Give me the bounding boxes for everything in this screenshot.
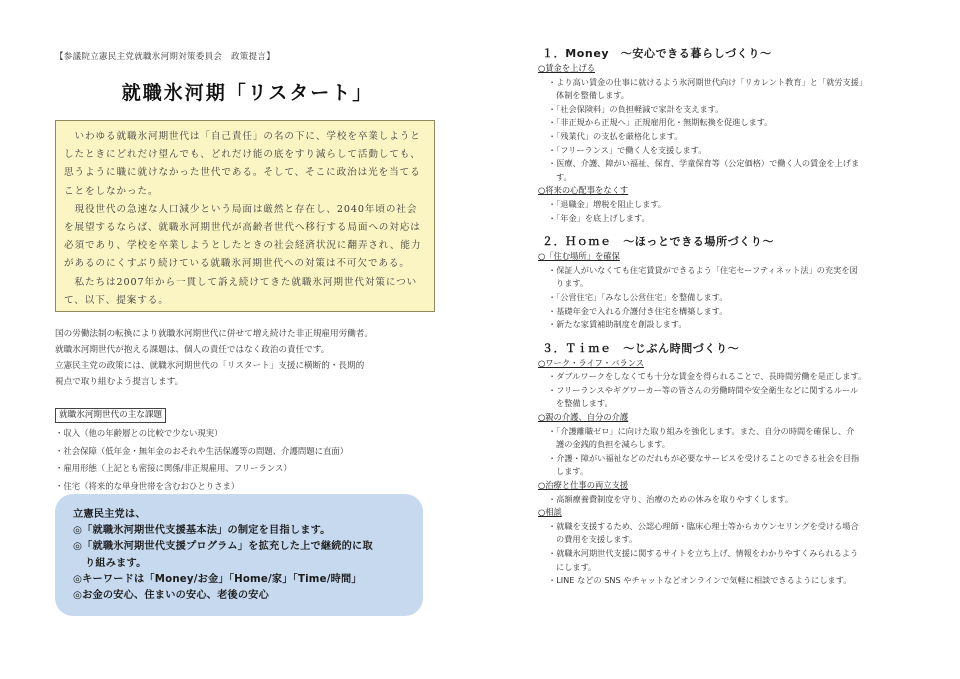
list-item: ・「フリーランス」で働く人を支援します。 bbox=[548, 144, 707, 155]
intro-box bbox=[55, 120, 435, 312]
subheading: ○将来の心配事をなくす bbox=[538, 185, 629, 196]
item-list bbox=[538, 493, 918, 507]
issue-item: ・社会保障（低年金・無年金のおそれや生活保護等の問題、介護問題に直面） bbox=[55, 445, 349, 456]
left-column bbox=[55, 50, 440, 105]
list-item: ・「介護離職ゼロ」に向けた取り組みを強化します。また、自分の時間を確保し、介 護の金銭的負担を減らします。 bbox=[548, 425, 855, 450]
list-item: ・「退職金」増税を阻止します。 bbox=[548, 198, 667, 209]
item-list bbox=[538, 520, 918, 588]
list-item: ・フリーランスやギグワーカー等の皆さんの労働時間や安全衛生などに関するルール を整備します。 bbox=[548, 384, 859, 409]
list-item: ・就職を支援するため、公認心理師・臨床心理士等からカウンセリングを受ける場合 の費用を支援します。 bbox=[548, 520, 859, 545]
party-line: ◎「就職氷河期世代支援基本法」の制定を目指します。 bbox=[73, 525, 331, 537]
body-text bbox=[55, 326, 445, 390]
header-note: 【参議院立憲民主党就職氷河期対策委員会 政策提言】 bbox=[55, 52, 276, 62]
list-item: ・介護・障がい福祉などのだれもが必要なサービスを受けることのできる社会を目指 します。 bbox=[548, 452, 860, 477]
list-item: ・保証人がいなくても住宅賃貸ができるよう「住宅セーフティネット法」の充実を図 ります。 bbox=[548, 264, 858, 289]
party-line: ◎お金の安心、住まいの安心、老後の安心 bbox=[73, 590, 270, 602]
list-item: ・「公営住宅」「みなし公営住宅」を整備します。 bbox=[548, 291, 728, 302]
body-line: 視点で取り組むよう提言します。 bbox=[55, 377, 184, 387]
list-item: ・就職氷河期世代支援に関するサイトを立ち上げ、情報をわかりやすくみられるよう にします。 bbox=[548, 548, 859, 572]
intro-paragraph-3: 私たちは2007年から一貫して訴え続けてきた就職氷河期世代対策について、以下、提案する。 bbox=[64, 276, 418, 306]
subheading: ○相談 bbox=[538, 507, 562, 518]
section-title-money: １．Money ～安心できる暮らしづくり～ bbox=[542, 47, 772, 60]
issues-section bbox=[55, 402, 445, 495]
party-line: り組みます。 bbox=[85, 557, 147, 569]
party-line: ◎「就職氷河期世代支援プログラム」を拡充した上で継続的に取 bbox=[73, 541, 373, 553]
list-item: ・「非正規から正規へ」正規雇用化・無期転換を促進します。 bbox=[548, 117, 773, 128]
issues-title: 就職氷河期世代の主な課題 bbox=[55, 408, 166, 423]
body-line: 立憲民主党の政策には、就職氷河期世代の「リスタート」支援に横断的・長期的 bbox=[55, 361, 365, 371]
party-goals-box bbox=[55, 494, 423, 616]
item-list bbox=[538, 264, 918, 332]
list-item: ・「残業代」の支払を厳格化します。 bbox=[548, 130, 683, 141]
item-list bbox=[538, 370, 918, 411]
item-list bbox=[538, 198, 918, 225]
subheading: ○ワーク・ライフ・バランス bbox=[538, 357, 645, 368]
item-list bbox=[538, 425, 918, 479]
page-title: 就職氷河期「リスタート」 bbox=[121, 82, 374, 104]
subheading: ○親の介護、自分の介護 bbox=[538, 412, 629, 423]
subheading: ○治療と仕事の両立支援 bbox=[538, 480, 629, 491]
list-item: ・高額療養費制度を守り、治療のための休みを取りやすくします。 bbox=[548, 493, 793, 504]
list-item: ・LINE などの SNS やチャットなどオンラインで気軽に相談できるようにします。 bbox=[548, 575, 852, 586]
body-line: 就職氷河期世代が抱える課題は、個人の責任ではなく政治の責任です。 bbox=[55, 345, 330, 355]
list-item: ・「年金」を底上げします。 bbox=[548, 212, 650, 223]
right-column bbox=[538, 46, 918, 588]
section-title-time: ３．Ｔｉｍｅ ～じぶん時間づくり～ bbox=[542, 341, 740, 355]
list-item: ・基礎年金で入れる介護付き住宅を構築します。 bbox=[548, 305, 728, 316]
party-line: ◎キーワードは「Money/お金」「Home/家」「Time/時間」 bbox=[73, 573, 362, 585]
intro-paragraph-1: いわゆる就職氷河期世代は「自己責任」の名の下に、学校を卒業しようとしたときにどれだけ望んでも、どれだけ能の底をすり減らして活動しても、思うように職に就けなかった世代である。そして、そこに政治は光を当てることをしなかった。 bbox=[64, 131, 421, 197]
list-item: ・「社会保険料」の負担軽減で家計を支えます。 bbox=[548, 103, 724, 114]
list-item: ・医療、介護、障がい福祉、保育、学童保育等（公定価格）で働く人の賃金を上げま す。 bbox=[548, 158, 860, 182]
issues-list bbox=[55, 425, 445, 495]
issue-item: ・雇用形態（上記とも密接に関係/非正規雇用、フリーランス） bbox=[55, 463, 292, 474]
body-line: 国の労働法制の転換により就職氷河期世代に併せて増え続けた非正規雇用労働者。 bbox=[55, 329, 373, 339]
section-title-home: ２．Ｈｏｍｅ ～ほっとできる場所づくり～ bbox=[542, 235, 774, 249]
intro-paragraph-2: 現役世代の急速な人口減少という局面は厳然と存在し、2040年頃の社会を展望するならば、就職氷河期世代が高齢者世代へ移行する局面への対応は必須であり、学校を卒業しようとしたときの社会経済状況に翻弄され、能力があるのにくすぶり続けている就職氷河期世代への対策は不可欠である。 bbox=[64, 203, 422, 270]
item-list bbox=[538, 76, 918, 185]
issue-item: ・住宅（将来的な単身世帯を含むおひとりさま） bbox=[55, 480, 240, 491]
party-line: 立憲民主党は、 bbox=[73, 509, 146, 520]
list-item: ・より高い賃金の仕事に就けるよう氷河期世代向け「リカレント教育」と「就労支援」 体制を整備します。 bbox=[548, 76, 868, 101]
list-item: ・新たな家賃補助制度を創設します。 bbox=[548, 319, 687, 330]
subheading: ○「住む場所」を確保 bbox=[538, 251, 620, 262]
list-item: ・ダブルワークをしなくても十分な賃金を得られることで、長時間労働を是正します。 bbox=[548, 371, 867, 382]
subheading: ○賃金を上げる bbox=[538, 63, 596, 73]
issue-item: ・収入（他の年齢層との比較で少ない現実） bbox=[55, 428, 223, 438]
